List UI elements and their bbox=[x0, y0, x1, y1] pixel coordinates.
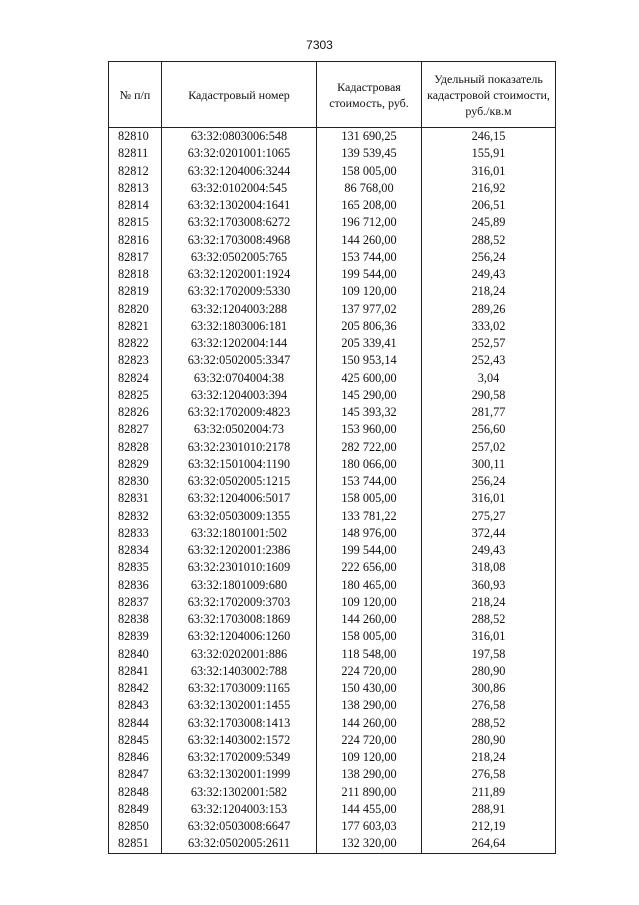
specific-indicator: 372,44 bbox=[422, 525, 556, 542]
specific-indicator: 316,01 bbox=[422, 490, 556, 507]
table-row bbox=[109, 232, 556, 249]
cadastral-value: 199 544,00 bbox=[317, 266, 422, 283]
row-number: 82812 bbox=[109, 163, 162, 180]
cadastral-number: 63:32:2301010:1609 bbox=[162, 559, 317, 576]
table-row bbox=[109, 128, 556, 146]
row-number: 82839 bbox=[109, 628, 162, 645]
cadastral-value: 158 005,00 bbox=[317, 628, 422, 645]
specific-indicator: 288,91 bbox=[422, 801, 556, 818]
cadastral-value: 139 539,45 bbox=[317, 145, 422, 162]
row-number: 82838 bbox=[109, 611, 162, 628]
table-row bbox=[109, 594, 556, 611]
row-number: 82814 bbox=[109, 197, 162, 214]
cadastral-number: 63:32:1801001:502 bbox=[162, 525, 317, 542]
specific-indicator: 280,90 bbox=[422, 732, 556, 749]
cadastral-value: 158 005,00 bbox=[317, 490, 422, 507]
cadastral-number: 63:32:0704004:38 bbox=[162, 370, 317, 387]
specific-indicator: 197,58 bbox=[422, 646, 556, 663]
row-number: 82841 bbox=[109, 663, 162, 680]
row-number: 82847 bbox=[109, 766, 162, 783]
specific-indicator: 316,01 bbox=[422, 628, 556, 645]
row-number: 82836 bbox=[109, 577, 162, 594]
cadastral-number: 63:32:1501004:1190 bbox=[162, 456, 317, 473]
table-row bbox=[109, 749, 556, 766]
cadastral-value: 180 066,00 bbox=[317, 456, 422, 473]
cadastral-number: 63:32:1403002:788 bbox=[162, 663, 317, 680]
row-number: 82851 bbox=[109, 835, 162, 853]
cadastral-number: 63:32:1204003:288 bbox=[162, 301, 317, 318]
cadastral-number: 63:32:1204006:5017 bbox=[162, 490, 317, 507]
row-number: 82832 bbox=[109, 508, 162, 525]
cadastral-value: 153 744,00 bbox=[317, 473, 422, 490]
row-number: 82824 bbox=[109, 370, 162, 387]
table-row bbox=[109, 646, 556, 663]
row-number: 82850 bbox=[109, 818, 162, 835]
table-row bbox=[109, 732, 556, 749]
header-cadastral-number: Кадастровый номер bbox=[162, 62, 317, 128]
table-row bbox=[109, 663, 556, 680]
row-number: 82821 bbox=[109, 318, 162, 335]
table-row bbox=[109, 577, 556, 594]
specific-indicator: 256,24 bbox=[422, 249, 556, 266]
cadastral-number: 63:32:1703008:1413 bbox=[162, 715, 317, 732]
row-number: 82826 bbox=[109, 404, 162, 421]
cadastral-value: 153 960,00 bbox=[317, 421, 422, 438]
table-row bbox=[109, 525, 556, 542]
cadastral-value: 133 781,22 bbox=[317, 508, 422, 525]
row-number: 82849 bbox=[109, 801, 162, 818]
cadastral-value: 137 977,02 bbox=[317, 301, 422, 318]
cadastral-value: 109 120,00 bbox=[317, 283, 422, 300]
specific-indicator: 245,89 bbox=[422, 214, 556, 231]
cadastral-number: 63:32:1302001:1455 bbox=[162, 697, 317, 714]
specific-indicator: 300,86 bbox=[422, 680, 556, 697]
table-row bbox=[109, 784, 556, 801]
cadastral-value: 199 544,00 bbox=[317, 542, 422, 559]
cadastral-number: 63:32:0502005:2611 bbox=[162, 835, 317, 853]
specific-indicator: 211,89 bbox=[422, 784, 556, 801]
specific-indicator: 256,24 bbox=[422, 473, 556, 490]
specific-indicator: 252,43 bbox=[422, 352, 556, 369]
cadastral-value: 145 393,32 bbox=[317, 404, 422, 421]
specific-indicator: 218,24 bbox=[422, 749, 556, 766]
cadastral-number: 63:32:1202001:2386 bbox=[162, 542, 317, 559]
cadastral-value: 180 465,00 bbox=[317, 577, 422, 594]
row-number: 82829 bbox=[109, 456, 162, 473]
cadastral-number: 63:32:1703008:1869 bbox=[162, 611, 317, 628]
cadastral-value: 144 260,00 bbox=[317, 232, 422, 249]
cadastral-number: 63:32:1302004:1641 bbox=[162, 197, 317, 214]
row-number: 82810 bbox=[109, 128, 162, 146]
specific-indicator: 218,24 bbox=[422, 594, 556, 611]
cadastral-number: 63:32:2301010:2178 bbox=[162, 439, 317, 456]
cadastral-value: 153 744,00 bbox=[317, 249, 422, 266]
table-body bbox=[109, 128, 556, 854]
cadastral-number: 63:32:1702009:5349 bbox=[162, 749, 317, 766]
specific-indicator: 360,93 bbox=[422, 577, 556, 594]
cadastral-number: 63:32:1302001:1999 bbox=[162, 766, 317, 783]
row-number: 82811 bbox=[109, 145, 162, 162]
cadastral-number: 63:32:1202001:1924 bbox=[162, 266, 317, 283]
table-row bbox=[109, 697, 556, 714]
table-row bbox=[109, 404, 556, 421]
row-number: 82817 bbox=[109, 249, 162, 266]
table-row bbox=[109, 318, 556, 335]
table-row bbox=[109, 387, 556, 404]
table-row bbox=[109, 559, 556, 576]
table-row bbox=[109, 163, 556, 180]
cadastral-number: 63:32:0502005:3347 bbox=[162, 352, 317, 369]
cadastral-number: 63:32:0502005:765 bbox=[162, 249, 317, 266]
row-number: 82827 bbox=[109, 421, 162, 438]
cadastral-number: 63:32:1803006:181 bbox=[162, 318, 317, 335]
cadastral-number: 63:32:1202004:144 bbox=[162, 335, 317, 352]
specific-indicator: 316,01 bbox=[422, 163, 556, 180]
cadastral-number: 63:32:0202001:886 bbox=[162, 646, 317, 663]
cadastral-value: 177 603,03 bbox=[317, 818, 422, 835]
specific-indicator: 257,02 bbox=[422, 439, 556, 456]
specific-indicator: 206,51 bbox=[422, 197, 556, 214]
page-number: 7303 bbox=[306, 38, 333, 52]
specific-indicator: 289,26 bbox=[422, 301, 556, 318]
row-number: 82823 bbox=[109, 352, 162, 369]
specific-indicator: 288,52 bbox=[422, 611, 556, 628]
cadastral-value: 131 690,25 bbox=[317, 128, 422, 146]
table-row bbox=[109, 197, 556, 214]
cadastral-number: 63:32:0201001:1065 bbox=[162, 145, 317, 162]
cadastral-value: 205 339,41 bbox=[317, 335, 422, 352]
cadastral-value: 144 260,00 bbox=[317, 715, 422, 732]
specific-indicator: 212,19 bbox=[422, 818, 556, 835]
row-number: 82842 bbox=[109, 680, 162, 697]
cadastral-value: 165 208,00 bbox=[317, 197, 422, 214]
row-number: 82834 bbox=[109, 542, 162, 559]
specific-indicator: 318,08 bbox=[422, 559, 556, 576]
specific-indicator: 3,04 bbox=[422, 370, 556, 387]
table-row bbox=[109, 249, 556, 266]
cadastral-value: 109 120,00 bbox=[317, 594, 422, 611]
table-row bbox=[109, 370, 556, 387]
table-header-row bbox=[109, 62, 556, 128]
cadastral-value: 150 430,00 bbox=[317, 680, 422, 697]
cadastral-number: 63:32:0502005:1215 bbox=[162, 473, 317, 490]
cadastral-value: 148 976,00 bbox=[317, 525, 422, 542]
table-row bbox=[109, 835, 556, 853]
row-number: 82845 bbox=[109, 732, 162, 749]
row-number: 82833 bbox=[109, 525, 162, 542]
cadastral-value: 158 005,00 bbox=[317, 163, 422, 180]
table-row bbox=[109, 508, 556, 525]
table-row bbox=[109, 456, 556, 473]
specific-indicator: 256,60 bbox=[422, 421, 556, 438]
row-number: 82828 bbox=[109, 439, 162, 456]
row-number: 82819 bbox=[109, 283, 162, 300]
row-number: 82835 bbox=[109, 559, 162, 576]
header-num: № п/п bbox=[109, 62, 162, 128]
specific-indicator: 276,58 bbox=[422, 697, 556, 714]
cadastral-value: 282 722,00 bbox=[317, 439, 422, 456]
table-row bbox=[109, 542, 556, 559]
cadastral-value: 224 720,00 bbox=[317, 663, 422, 680]
cadastral-number: 63:32:1204003:153 bbox=[162, 801, 317, 818]
specific-indicator: 275,27 bbox=[422, 508, 556, 525]
header-specific-indicator: Удельный показатель кадастровой стоимости, руб./кв.м bbox=[422, 62, 556, 128]
table-row bbox=[109, 301, 556, 318]
table-row bbox=[109, 283, 556, 300]
specific-indicator: 264,64 bbox=[422, 835, 556, 853]
cadastral-number: 63:32:0502004:73 bbox=[162, 421, 317, 438]
table-row bbox=[109, 490, 556, 507]
specific-indicator: 276,58 bbox=[422, 766, 556, 783]
cadastral-number: 63:32:1801009:680 bbox=[162, 577, 317, 594]
cadastral-number: 63:32:1302001:582 bbox=[162, 784, 317, 801]
table-row bbox=[109, 818, 556, 835]
row-number: 82846 bbox=[109, 749, 162, 766]
table-row bbox=[109, 439, 556, 456]
cadastral-number: 63:32:1204003:394 bbox=[162, 387, 317, 404]
cadastral-number: 63:32:1702009:3703 bbox=[162, 594, 317, 611]
header-cadastral-value: Кадастровая стоимость, руб. bbox=[317, 62, 422, 128]
table-row bbox=[109, 715, 556, 732]
specific-indicator: 280,90 bbox=[422, 663, 556, 680]
cadastral-value: 222 656,00 bbox=[317, 559, 422, 576]
cadastral-number: 63:32:1703009:1165 bbox=[162, 680, 317, 697]
cadastral-number: 63:32:0503008:6647 bbox=[162, 818, 317, 835]
table-row bbox=[109, 335, 556, 352]
cadastral-number: 63:32:1204006:3244 bbox=[162, 163, 317, 180]
cadastral-number: 63:32:1702009:5330 bbox=[162, 283, 317, 300]
specific-indicator: 249,43 bbox=[422, 266, 556, 283]
cadastral-value: 138 290,00 bbox=[317, 766, 422, 783]
table-row bbox=[109, 628, 556, 645]
cadastral-value: 132 320,00 bbox=[317, 835, 422, 853]
specific-indicator: 288,52 bbox=[422, 715, 556, 732]
row-number: 82843 bbox=[109, 697, 162, 714]
row-number: 82830 bbox=[109, 473, 162, 490]
row-number: 82825 bbox=[109, 387, 162, 404]
cadastral-number: 63:32:1204006:1260 bbox=[162, 628, 317, 645]
row-number: 82816 bbox=[109, 232, 162, 249]
cadastral-number: 63:32:0102004:545 bbox=[162, 180, 317, 197]
specific-indicator: 281,77 bbox=[422, 404, 556, 421]
specific-indicator: 249,43 bbox=[422, 542, 556, 559]
cadastral-value: 118 548,00 bbox=[317, 646, 422, 663]
row-number: 82844 bbox=[109, 715, 162, 732]
cadastral-value: 224 720,00 bbox=[317, 732, 422, 749]
table-row bbox=[109, 214, 556, 231]
row-number: 82815 bbox=[109, 214, 162, 231]
cadastral-value: 211 890,00 bbox=[317, 784, 422, 801]
cadastral-value: 144 260,00 bbox=[317, 611, 422, 628]
specific-indicator: 300,11 bbox=[422, 456, 556, 473]
cadastral-value: 138 290,00 bbox=[317, 697, 422, 714]
row-number: 82840 bbox=[109, 646, 162, 663]
cadastral-value: 205 806,36 bbox=[317, 318, 422, 335]
row-number: 82813 bbox=[109, 180, 162, 197]
table-row bbox=[109, 680, 556, 697]
table-row bbox=[109, 180, 556, 197]
cadastral-number: 63:32:1703008:4968 bbox=[162, 232, 317, 249]
row-number: 82837 bbox=[109, 594, 162, 611]
cadastral-value: 144 455,00 bbox=[317, 801, 422, 818]
cadastral-value: 86 768,00 bbox=[317, 180, 422, 197]
table-row bbox=[109, 801, 556, 818]
row-number: 82822 bbox=[109, 335, 162, 352]
cadastral-value: 145 290,00 bbox=[317, 387, 422, 404]
row-number: 82820 bbox=[109, 301, 162, 318]
specific-indicator: 218,24 bbox=[422, 283, 556, 300]
specific-indicator: 333,02 bbox=[422, 318, 556, 335]
cadastral-number: 63:32:0503009:1355 bbox=[162, 508, 317, 525]
row-number: 82818 bbox=[109, 266, 162, 283]
row-number: 82831 bbox=[109, 490, 162, 507]
cadastral-number: 63:32:1702009:4823 bbox=[162, 404, 317, 421]
table-row bbox=[109, 611, 556, 628]
table-row bbox=[109, 421, 556, 438]
cadastral-table bbox=[108, 61, 556, 854]
cadastral-value: 425 600,00 bbox=[317, 370, 422, 387]
table-row bbox=[109, 473, 556, 490]
table-row bbox=[109, 266, 556, 283]
specific-indicator: 288,52 bbox=[422, 232, 556, 249]
cadastral-number: 63:32:1703008:6272 bbox=[162, 214, 317, 231]
cadastral-value: 109 120,00 bbox=[317, 749, 422, 766]
table-row bbox=[109, 145, 556, 162]
specific-indicator: 155,91 bbox=[422, 145, 556, 162]
cadastral-value: 150 953,14 bbox=[317, 352, 422, 369]
row-number: 82848 bbox=[109, 784, 162, 801]
specific-indicator: 216,92 bbox=[422, 180, 556, 197]
specific-indicator: 290,58 bbox=[422, 387, 556, 404]
cadastral-number: 63:32:1403002:1572 bbox=[162, 732, 317, 749]
specific-indicator: 252,57 bbox=[422, 335, 556, 352]
cadastral-number: 63:32:0803006:548 bbox=[162, 128, 317, 146]
table-row bbox=[109, 766, 556, 783]
table-row bbox=[109, 352, 556, 369]
cadastral-value: 196 712,00 bbox=[317, 214, 422, 231]
specific-indicator: 246,15 bbox=[422, 128, 556, 146]
